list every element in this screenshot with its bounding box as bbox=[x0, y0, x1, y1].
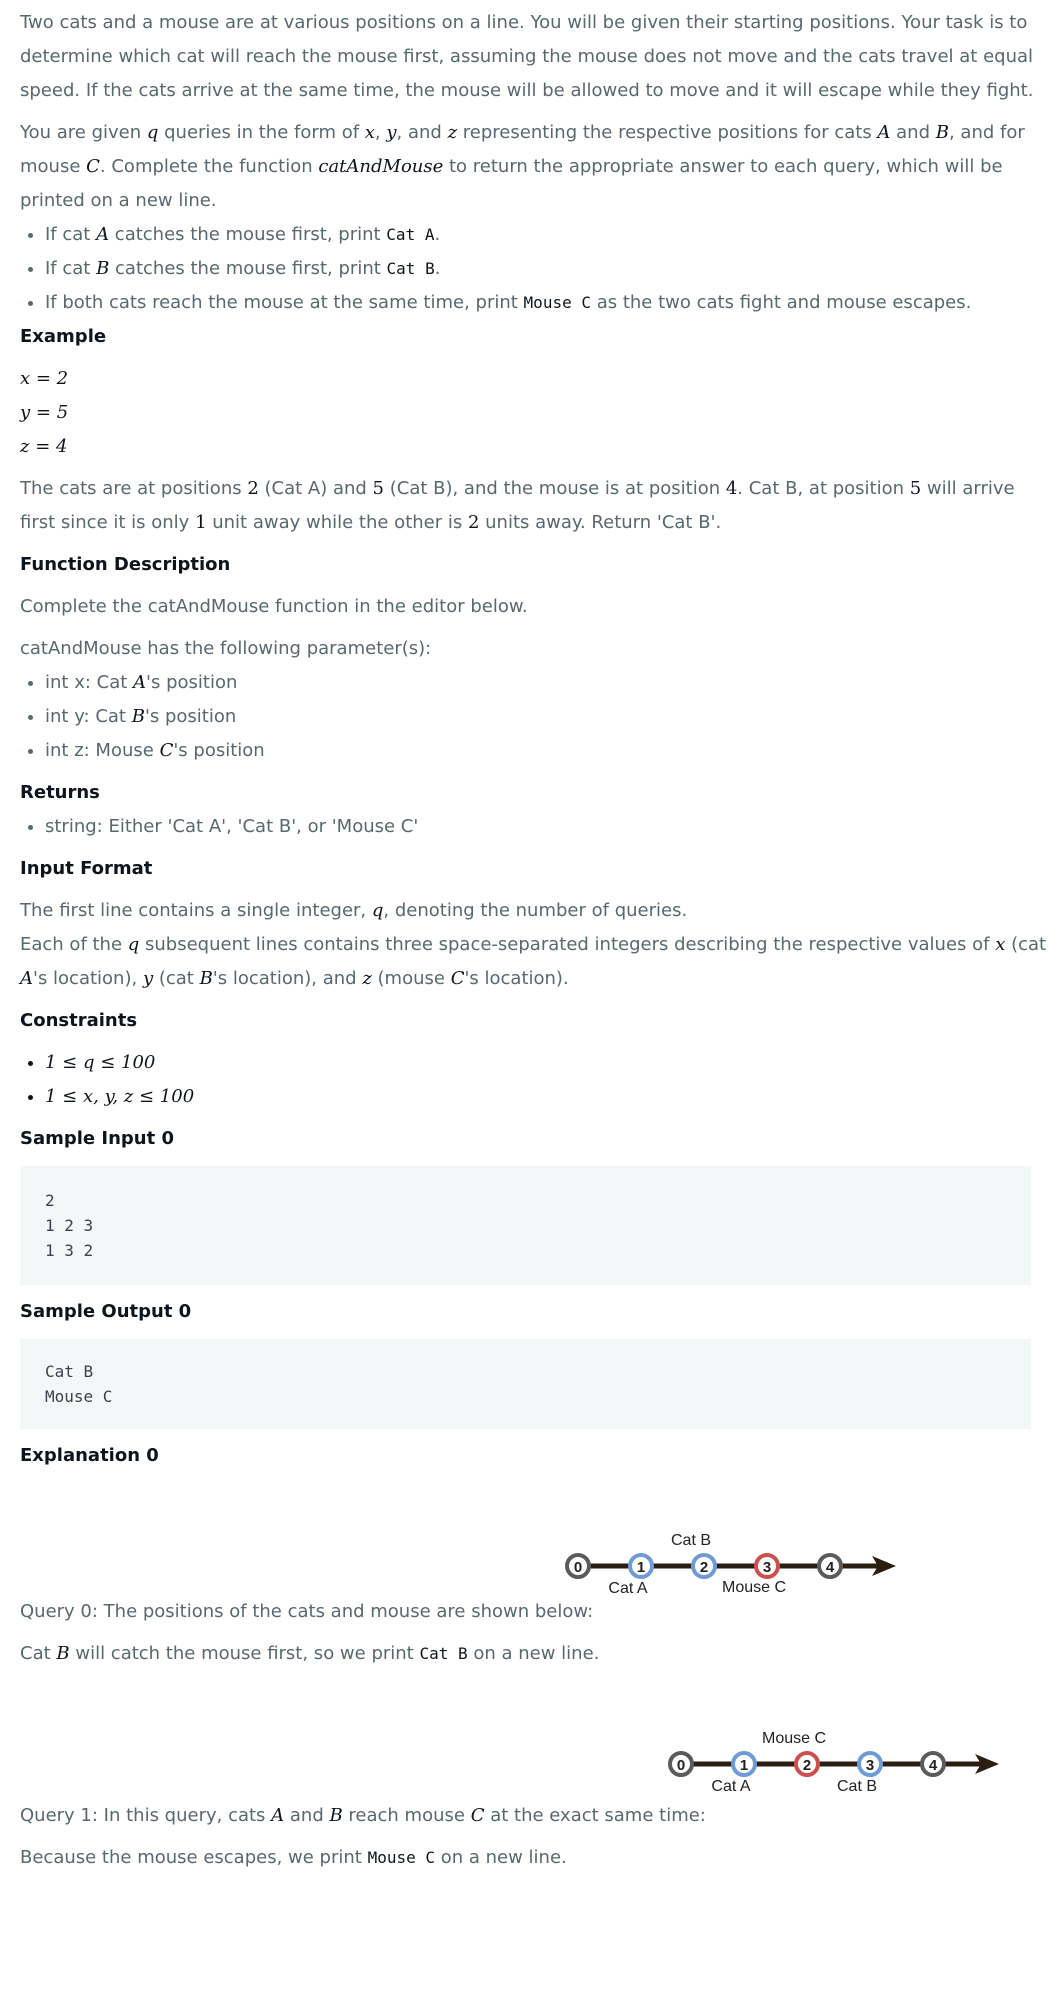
node-3 bbox=[859, 1753, 881, 1775]
example-heading: Example bbox=[20, 326, 107, 347]
sample-output-heading: Sample Output 0 bbox=[20, 1301, 192, 1322]
example-explanation: The cats are at positions 2 (Cat A) and 5 (Cat B), and the mouse is at position 4. Cat B, at position 5 will arrive first since it is only 1 unit away while the other is 2 units away. Return 'Cat B'. bbox=[20, 478, 1015, 533]
label-cat-a: Cat A bbox=[711, 1778, 751, 1795]
constraints-heading: Constraints bbox=[20, 1010, 138, 1031]
node-label: 3 bbox=[865, 1757, 875, 1774]
list-item: • If cat A catches the mouse first, print Cat A. bbox=[45, 218, 1051, 252]
query-1-result: Because the mouse escapes, we print Mouse C on a new line. bbox=[20, 1847, 567, 1868]
node-0 bbox=[567, 1555, 589, 1577]
parameters-intro: catAndMouse has the following parameter(s): bbox=[20, 638, 432, 659]
explanation-heading: Explanation 0 bbox=[20, 1445, 159, 1466]
node-1 bbox=[733, 1753, 755, 1775]
sample-output-code: Cat B Mouse C bbox=[20, 1339, 1031, 1429]
intro-paragraph: Two cats and a mouse are at various positions on a line. You will be given their starting positions. Your task is to determine which cat will reach the mouse first, assuming the mouse does not move and the cats travel at equal speed. If the cats arrive at the same time, the mouse will be allowed to move and it will escape while they fight. bbox=[20, 12, 1034, 101]
node-label: 4 bbox=[825, 1559, 835, 1576]
node-label: 1 bbox=[636, 1559, 646, 1576]
returns-list bbox=[20, 810, 1051, 844]
node-label: 0 bbox=[573, 1559, 583, 1576]
node-label: 1 bbox=[739, 1757, 749, 1774]
list-item: • int y: Cat B's position bbox=[45, 700, 1051, 734]
returns-heading: Returns bbox=[20, 782, 100, 803]
node-label: 0 bbox=[676, 1757, 686, 1774]
node-4 bbox=[819, 1555, 841, 1577]
label-mouse-c: Mouse C bbox=[761, 1730, 827, 1747]
list-item: • int x: Cat A's position bbox=[45, 666, 1051, 700]
example-line-z: z = 4 bbox=[20, 436, 68, 457]
list-item: • 1 ≤ x, y, z ≤ 100 bbox=[45, 1080, 1051, 1114]
label-cat-b: Cat B bbox=[836, 1778, 878, 1795]
input-format-line-2: Each of the q subsequent lines contains three space-separated integers describing the respective values of x (cat A's location), y (cat B's location), and z (mouse C's location). bbox=[20, 934, 1047, 989]
node-label: 2 bbox=[802, 1757, 812, 1774]
list-item: • If both cats reach the mouse at the same time, print Mouse C as the two cats fight and mouse escapes. bbox=[45, 286, 1051, 320]
query-0-result: Cat B will catch the mouse first, so we print Cat B on a new line. bbox=[20, 1643, 600, 1664]
example-line-y: y = 5 bbox=[20, 402, 69, 423]
function-description-text: Complete the catAndMouse function in the editor below. bbox=[20, 596, 528, 617]
list-item: • 1 ≤ q ≤ 100 bbox=[45, 1046, 1051, 1080]
node-label: 2 bbox=[699, 1559, 709, 1576]
node-0 bbox=[670, 1753, 692, 1775]
list-item: • string: Either 'Cat A', 'Cat B', or 'Mouse C' bbox=[45, 810, 1051, 844]
query-0-diagram-area bbox=[20, 1473, 1051, 1623]
list-item: • int z: Mouse C's position bbox=[45, 734, 1051, 768]
node-1 bbox=[630, 1555, 652, 1577]
sample-input-code: 2 1 2 3 1 3 2 bbox=[20, 1166, 1031, 1285]
sample-input-heading: Sample Input 0 bbox=[20, 1128, 175, 1149]
input-format-line-1: The first line contains a single integer, q, denoting the number of queries. bbox=[20, 900, 688, 921]
label-mouse-c: Mouse C bbox=[721, 1579, 787, 1596]
constraints-list bbox=[20, 1046, 1051, 1114]
node-4 bbox=[922, 1753, 944, 1775]
node-2 bbox=[693, 1555, 715, 1577]
query-1-text: Query 1: In this query, cats A and B reach mouse C at the exact same time: bbox=[20, 1805, 706, 1826]
label-cat-a: Cat A bbox=[608, 1580, 648, 1597]
node-label: 3 bbox=[762, 1559, 772, 1576]
input-format-heading: Input Format bbox=[20, 858, 153, 879]
node-2 bbox=[796, 1753, 818, 1775]
query-0-text: Query 0: The positions of the cats and mouse are shown below: bbox=[20, 1601, 594, 1622]
parameters-list bbox=[20, 666, 1051, 768]
query-0-diagram bbox=[560, 1517, 930, 1607]
query-1-diagram bbox=[663, 1715, 1033, 1805]
query-1-diagram-area bbox=[20, 1671, 1051, 1841]
function-description-heading: Function Description bbox=[20, 554, 231, 575]
example-line-x: x = 2 bbox=[20, 368, 69, 389]
node-3 bbox=[756, 1555, 778, 1577]
list-item: • If cat B catches the mouse first, print Cat B. bbox=[45, 252, 1051, 286]
rules-list bbox=[20, 218, 1051, 320]
label-cat-b: Cat B bbox=[670, 1532, 712, 1549]
node-label: 4 bbox=[928, 1757, 938, 1774]
queries-paragraph: You are given q queries in the form of x, y, and z representing the respective positions for cats A and B, and for mouse C. Complete the function catAndMouse to return the appropriate answer to each query, which will be printed on a new line. bbox=[20, 122, 1025, 211]
